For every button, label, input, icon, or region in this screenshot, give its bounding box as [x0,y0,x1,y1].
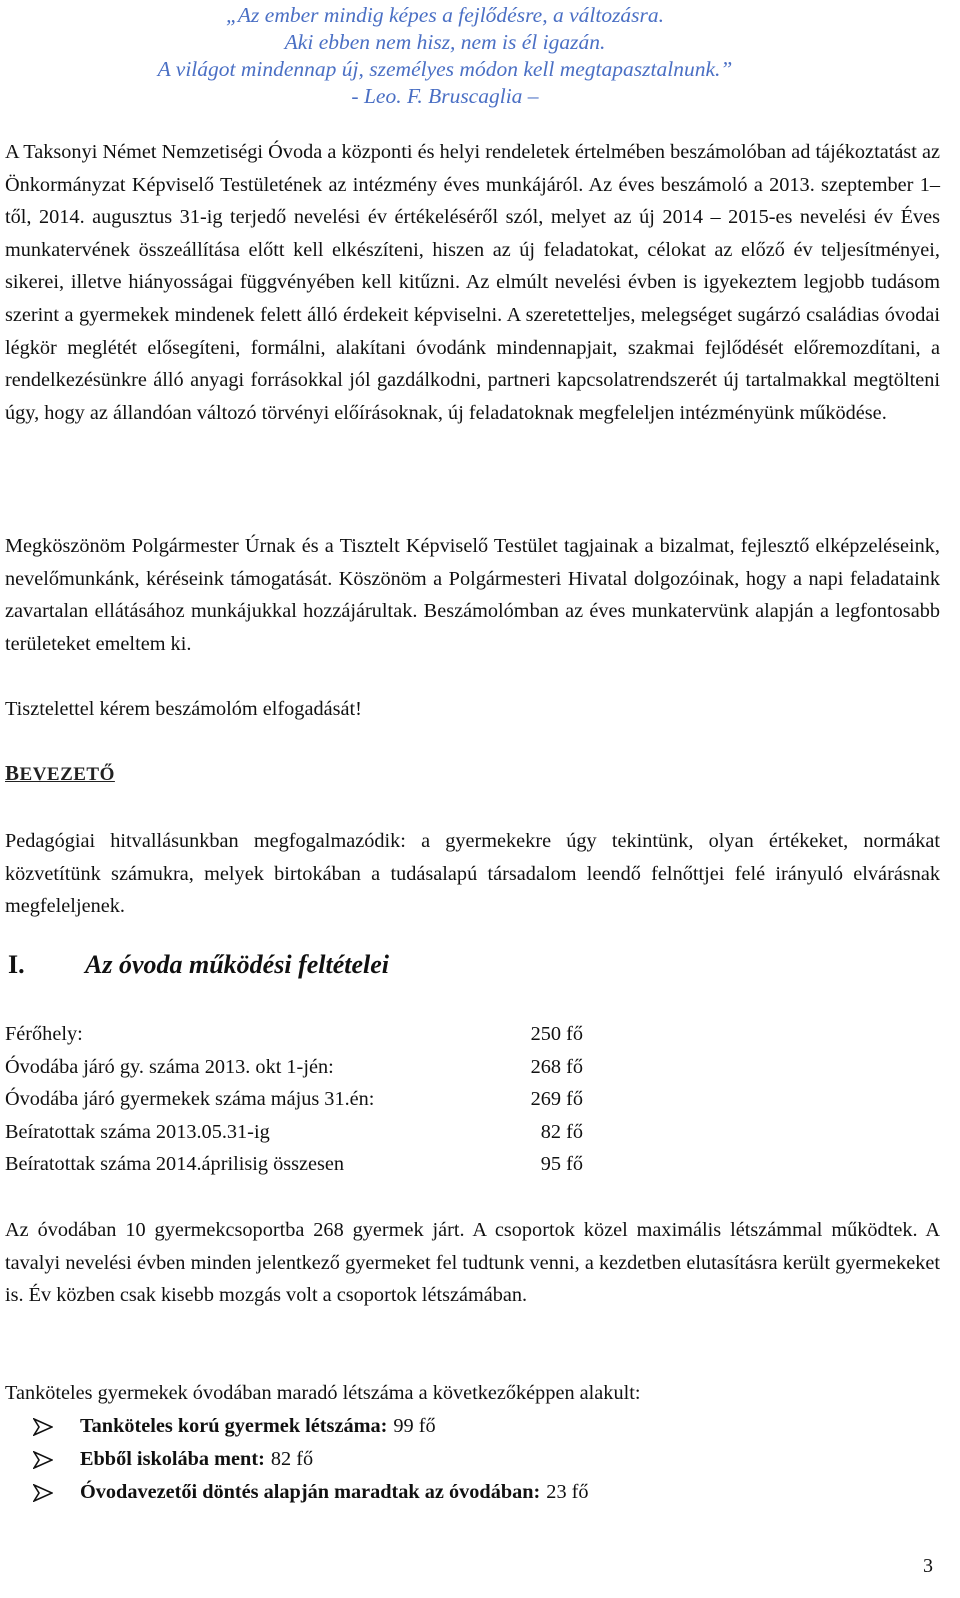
stat-label: Beíratottak száma 2014.áprilisig összesen [5,1153,345,1176]
epigraph-quote [5,2,795,110]
bullet-value: 23 fő [546,1481,589,1503]
section-heading-rest: EVEZETŐ [19,764,115,785]
stat-row [5,1083,605,1116]
bullet-label: Tanköteles korú gyermek létszáma: [80,1415,388,1437]
stat-row [5,1051,605,1084]
intro-paragraph: A Taksonyi Német Nemzetiségi Óvoda a központi és helyi rendeletek értelmében beszámolóban ad tájékoztatást az Önkormányzat Képviselő Testületének az intézmény éves munkájáról. Az éves beszámoló a 2013. szeptember 1–től, 2014. augusztus 31-ig terjedő nevelési év értékeléséről szól, melyet az új 2014 – 2015-es nevelési év Éves munkatervének összeállítása előtt kell elkészíteni, hiszen az új feladatokat, célokat az előző év teljesítményei, sikerei, illetve hiányosságai függvényében kell kitűzni. Az elmúlt nevelési évben is igyekeztem legjobb tudásom szerint a gyermekek mindenek felett álló érdekeit képviselni. A szeretetteljes, melegséget sugárzó családias óvodai légkör meglétét elősegíteni, formálni, alakítani óvodánk mindennapjait, szakmai fejlődését előremozdítani, a rendelkezésünkre álló anyagi forrásokkal jól gazdálkodni, partneri kapcsolatrendszerét új tartalmakkal megtölteni úgy, hogy az állandóan változó törvényi előírásoknak, új feladatoknak megfeleljen intézményünk működése. [5,141,940,424]
section-heading-initial: B [5,761,20,785]
stat-label: Óvodába járó gy. száma 2013. okt 1-jén: [5,1055,334,1078]
stat-label: Férőhely: [5,1023,83,1045]
schoolage-intro: Tanköteles gyermekek óvodában maradó létszáma a következőképpen alakult: [5,1382,641,1404]
capacity-stats-list [5,1018,605,1181]
stat-label: Beíratottak száma 2013.05.31-ig [5,1120,270,1143]
stat-value: 95 fő [540,1153,583,1176]
thanks-paragraph: Megköszönöm Polgármester Úrnak és a Tisztelt Képviselő Testület tagjainak a bizalmat, fejlesztő elképzeléseink, nevelőmunkánk, kéréseink támogatását. Köszönöm a Polgármesteri Hivatal dolgozóinak, hogy a napi feladataink zavartalan ellátásához munkájukkal hozzájárultak. Beszámolómban az éves munkatervünk alapján a legfontosabb területeket emeltem ki. [5,535,940,655]
quote-line-3: A világot mindennap új, személyes módon kell megtapasztalnunk.” [157,57,733,81]
bullet-label: Óvodavezetői döntés alapján maradtak az óvodában: [80,1481,541,1503]
groups-paragraph: Az óvodában 10 gyermekcsoportba 268 gyermek járt. A csoportok közel maximális létszámmal működtek. A tavalyi nevelési évben minden jelentkező gyermeket fel tudtunk venni, a kezdetben elutasításra került gyermekeket is. Év közben csak kisebb mozgás volt a csoportok létszámában. [5,1219,940,1307]
stat-value: 250 fő [530,1023,583,1045]
stat-value: 268 fő [530,1055,583,1078]
stat-label: Óvodába járó gyermekek száma május 31.én: [5,1088,375,1111]
quote-line-1: „Az ember mindig képes a fejlődésre, a változásra. [225,3,665,27]
closing-line: Tisztelettel kérem beszámolóm elfogadását! [5,698,362,720]
bullet-value: 82 fő [270,1448,314,1470]
schoolage-bullet-list [5,1410,905,1509]
arrow-bullet-icon [33,1484,55,1502]
quote-author: - Leo. F. Bruscaglia – [351,84,539,108]
page-number: 3 [923,1555,933,1577]
pedagogy-paragraph: Pedagógiai hitvallásunkban megfogalmazódik: a gyermekekre úgy tekintünk, olyan értékeket, normákat közvetítünk számukra, melyek birtokában a tudásalapú társadalom leendő felnőttjei felé irányuló elvárásnak megfeleljenek. [5,830,940,918]
stat-row [5,1148,605,1181]
chapter-number: I. [8,950,25,979]
stat-row [5,1018,605,1051]
stat-row [5,1116,605,1149]
document-page [5,0,940,1503]
list-item [5,1410,905,1443]
arrow-bullet-icon [33,1418,55,1436]
list-item [5,1443,905,1476]
chapter-title-text: Az óvoda működési feltételei [85,950,390,979]
stat-value: 82 fő [540,1120,583,1143]
chapter-title [5,950,389,980]
bullet-label: Ebből iskolába ment: [80,1448,265,1470]
bullet-value: 99 fő [393,1415,436,1437]
stat-value: 269 fő [530,1088,583,1111]
arrow-bullet-icon [33,1451,55,1469]
list-item [5,1476,905,1509]
section-heading-bevezeto [5,761,115,786]
quote-line-2: Aki ebben nem hisz, nem is él igazán. [284,30,606,54]
